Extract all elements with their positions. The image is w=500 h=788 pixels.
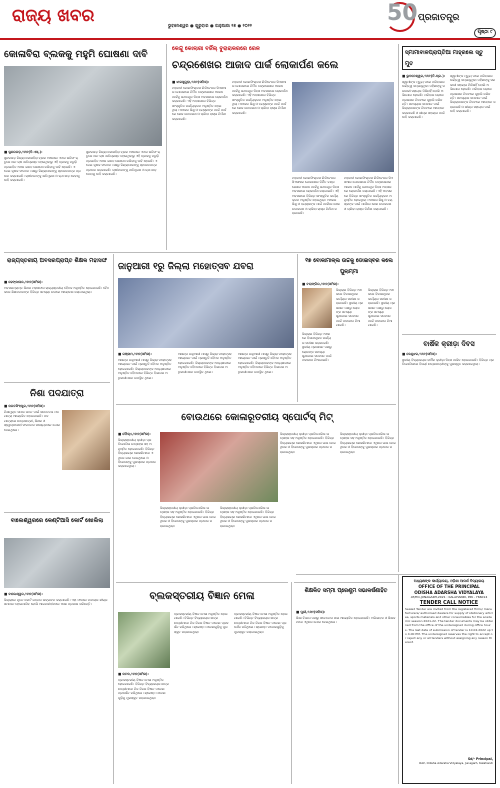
body-chandrasekhar-3: ମହାନଦୀ କୋଲଫିଲ୍ଡସ ଲିମିଟେଡର ସିଏସଆର ଯୋଜନାରେ ନିର୍ମିତ ଚନ୍ଦ୍ରଶେଖର ଆଜାଦ ପାର୍କକୁ ଗଣତନ୍ତ୍ର ଦିବସ ଅବସରରେ ଲୋକାର୍ପଣ କରାଯାଇଛି। ଏହି ଅବସରରେ ବିଭିନ୍ନ ସାଂସ୍କୃତିକ କାର୍ଯ୍ୟକ୍ରମ ଅନୁଷ୍ଠିତ ହୋଇଥିଲା। ଅଞ୍ଚଳର ଶିଶୁ ଓ ବୟସ୍କଙ୍କ ପାଇଁ ପାର୍କରେ ଖେଳ ଉପକରଣ ଓ ଚାଲିବା ରାସ୍ତା ନିର୍ମାଣ କରାଯାଇଛି।	[292, 176, 340, 216]
section-rule	[4, 382, 110, 383]
body-sports-5: ଜିଲ୍ଲାସ୍ତରୀୟ କ୍ରୀଡ଼ା ପ୍ରତିଯୋଗିତା ଉତ୍ସାହର ସହ ଅନୁଷ୍ଠିତ ହୋଇଯାଇଛି। ବିଭିନ୍ନ ବିଦ୍ୟାଳୟର ଖେଳାଳିମାନେ ଏଥିରେ ଭାଗ ନେଇଥିଲେ ଓ ବିଜେତାଙ୍କୁ ପୁରସ୍କାର ପ୍ରଦାନ କରାଯାଇଥିଲା।	[340, 432, 396, 454]
section-rule	[116, 582, 288, 583]
photo-chandrasekhar	[292, 82, 394, 172]
headline-sikhsa: ଶିକ୍ଷକିତ ସମ୍ମୀ ପ୍ରେଣ୍ଟ୍ମ ସଭାକର୍ଷଣାହିତ	[304, 588, 388, 594]
byline-sports: ■ ବୌଦ୍ଧ,୨୬ା୧(ସମିସ):	[118, 432, 151, 436]
body-janu-1: ଆସନ୍ତା ଜାନୁଆରୀ ମାସରୁ ଜିଲ୍ଲା ମହୋତ୍ସବ ଆୟୋଜନ ପାଇଁ ପ୍ରସ୍ତୁତି ବୈଠକ ଅନୁଷ୍ଠିତ ହୋଇଯାଇଛି। ଜିଲ୍ଲାପାଳଙ୍କ ଅଧ୍ୟକ୍ଷତାରେ ଅନୁଷ୍ଠିତ ବୈଠକରେ ବିଭିନ୍ନ ବିଭାଗର ଅଧିକାରୀମାନେ ଉପସ୍ଥିତ ଥିଲେ।	[118, 358, 172, 380]
body-kolabira-2: ସୁନ୍ଦରଗଡ଼ ଜିଲ୍ଲା କୋଳାବିରା ବ୍ଲକ ଅଞ୍ଚଳରେ ଏଥର ଖରିଫ ଋତୁରେ ଧାନ ଚାଷ କ୍ଷତିଗ୍ରସ୍ତ ହୋଇଥିବାରୁ ଏହି ବ୍ଲକକୁ ମରୁଡ଼ି ପ୍ରଭାବିତ ଅଞ୍ଚଳ ଭାବେ ଘୋଷଣା କରିବାକୁ ଦାବି ହୋଇଛି। ଏ ନେଇ କୃଷକ ସଂଗଠନ ପକ୍ଷରୁ ଜିଲ୍ଲାପାଳଙ୍କୁ ସ୍ମାରକପତ୍ର ପ୍ରଦାନ କରାଯାଇଛି। ଚାଷୀମାନଙ୍କୁ କ୍ଷତିପୂରଣ ଓ ଋଣ ଛାଡ଼ ଦେବାକୁ ଦାବି କରାଯାଇଛି।	[86, 150, 161, 177]
body-vigyan-1: ବ୍ଲକସ୍ତରୀୟ ବିଜ୍ଞାନ ମେଳା ଅନୁଷ୍ଠିତ ହୋଇଯାଇଛି। ବିଭିନ୍ନ ବିଦ୍ୟାଳୟର ଛାତ୍ରଛାତ୍ରୀମାନେ ନିଜ ନିଜର ବିଜ୍ଞାନ ମଡେଲ ପ୍ରଦର୍ଶନ କରିଥିଲେ। ଶ୍ରେଷ୍ଠ ମଡେଲଗୁଡ଼ିକୁ ପୁରସ୍କୃତ କରାଯାଇଥିଲା।	[118, 678, 169, 700]
column-rule	[166, 44, 167, 250]
headline-niswa: ନିଶା ପଦଯାତ୍ରା	[30, 389, 84, 399]
body-bolangir-2: ଜିଲ୍ଲାର ବିଭିନ୍ନ ଅଞ୍ଚଳରେ ବିକାଶମୂଳକ କାର୍ଯ୍ୟର ସମୀକ୍ଷା କରାଯାଇଛି। ସ୍ଥାନୀୟ ପ୍ରଶାସନ ପକ୍ଷରୁ ଲୋକଙ୍କ ସମସ୍ୟା ଶୁଣାଯାଇ ସମାଧାନ ପାଇଁ ପଦକ୍ଷେପ ନିଆଯାଇଛି।	[336, 288, 364, 328]
body-sports-2: ଜିଲ୍ଲାସ୍ତରୀୟ କ୍ରୀଡ଼ା ପ୍ରତିଯୋଗିତା ଉତ୍ସାହର ସହ ଅନୁଷ୍ଠିତ ହୋଇଯାଇଛି। ବିଭିନ୍ନ ବିଦ୍ୟାଳୟର ଖେଳାଳିମାନେ ଏଥିରେ ଭାଗ ନେଇଥିଲେ ଓ ବିଜେତାଙ୍କୁ ପୁରସ୍କାର ପ୍ରଦାନ କରାଯାଇଥିଲା।	[160, 506, 216, 528]
headline-sports: ବୋଉଥରେ କୋଳାରୂତରୀୟ ସ୍ପୋର୍ଟସ୍ ମିଟ୍	[181, 412, 333, 423]
section-rule	[116, 404, 396, 405]
photo-sports	[160, 432, 278, 502]
notice-title-odia: ଅଧ୍ୟକ୍ଷଙ୍କ କାର୍ଯ୍ୟାଳୟ, ଓଡ଼ିଶା ଆଦର୍ଶ ବିଦ୍ୟାଳୟ	[413, 579, 485, 583]
nayagarh-anchor	[296, 408, 297, 409]
notice-org: ODISHA ADARSHA VIDYALAYA	[414, 589, 484, 595]
byline-court: ■ ବାଲେଶ୍ୱର,୨୬ା୧(ସମିସ):	[4, 592, 43, 596]
column-rule	[113, 254, 114, 784]
body-smarak-1: ସ୍ୱାମୀଙ୍କ ମୃତ୍ୟୁ ପରେ ପରିବାରର ଦାୟିତ୍ୱ ସମ୍ଭାଳୁଥିବା ମହିଳାଙ୍କୁ ସରକାରୀ ସହାୟତା ମିଳିନାହିଁ ବୋଲି ଅଭିଯୋଗ ହୋଇଛି। ପରିବାର ଲୋକେ ପ୍ରଶାସନ ନିକଟରେ ଗୁହାରି କରିଛନ୍ତି। ସମସ୍ୟାର ସମାଧାନ ପାଇଁ ଜିଲ୍ଲାପାଳଙ୍କ ନିକଟରେ ଆବେଦନ କରାଯାଇଛି ଓ ଶୀଘ୍ର ସହାୟତା ପାଇଁ ଦାବି କରାଯାଇଛି।	[402, 80, 445, 120]
body-sports-3: ଜିଲ୍ଲାସ୍ତରୀୟ କ୍ରୀଡ଼ା ପ୍ରତିଯୋଗିତା ଉତ୍ସାହର ସହ ଅନୁଷ୍ଠିତ ହୋଇଯାଇଛି। ବିଭିନ୍ନ ବିଦ୍ୟାଳୟର ଖେଳାଳିମାନେ ଏଥିରେ ଭାଗ ନେଇଥିଲେ ଓ ବିଜେତାଙ୍କୁ ପୁରସ୍କାର ପ୍ରଦାନ କରାଯାଇଥିଲା।	[220, 506, 276, 528]
date-line: ଭୁବନେଶ୍ୱର ● ଗୁରୁବାର ● ଜାନୁଆରୀ ୨୭ ● ୨୦୨୨	[168, 23, 252, 28]
section-rule	[4, 512, 110, 513]
headline-court: ବାଲେଶ୍ୱରରେ କେଣ୍ଟିଆସି କୋର୍ଟ ଖୋଲିଲା	[10, 518, 104, 524]
section-rule	[296, 574, 496, 575]
body-court: ଜିଲ୍ଲାରେ ନୂତନ କୋର୍ଟ ଭବନର ଉଦ୍‌ଘାଟନ କରାଯାଇଛି। ଏହା ଫଳରେ ମାମଲାର ଶୀଘ୍ର ସମାଧାନ ହୋଇପାରିବ ବୋଲି ଆଇନଜୀବୀମାନେ ଆଶା ପ୍ରକାଶ କରିଛନ୍ତି।	[4, 598, 108, 607]
byline-barshika: ■ କେନ୍ଦୁଝର,୨୬ା୧(ସମିସ):	[402, 352, 438, 356]
body-chandrasekhar-4: ମହାନଦୀ କୋଲଫିଲ୍ଡସ ଲିମିଟେଡର ସିଏସଆର ଯୋଜନାରେ ନିର୍ମିତ ଚନ୍ଦ୍ରଶେଖର ଆଜାଦ ପାର୍କକୁ ଗଣତନ୍ତ୍ର ଦିବସ ଅବସରରେ ଲୋକାର୍ପଣ କରାଯାଇଛି। ଏହି ଅବସରରେ ବିଭିନ୍ନ ସାଂସ୍କୃତିକ କାର୍ଯ୍ୟକ୍ରମ ଅନୁଷ୍ଠିତ ହୋଇଥିଲା। ଅଞ୍ଚଳର ଶିଶୁ ଓ ବୟସ୍କଙ୍କ ପାଇଁ ପାର୍କରେ ଖେଳ ଉପକରଣ ଓ ଚାଲିବା ରାସ୍ତା ନିର୍ମାଣ କରାଯାଇଛି।	[344, 176, 393, 211]
photo-vigyan	[118, 612, 170, 668]
body-smarak-2: ସ୍ୱାମୀଙ୍କ ମୃତ୍ୟୁ ପରେ ପରିବାରର ଦାୟିତ୍ୱ ସମ୍ଭାଳୁଥିବା ମହିଳାଙ୍କୁ ସରକାରୀ ସହାୟତା ମିଳିନାହିଁ ବୋଲି ଅଭିଯୋଗ ହୋଇଛି। ପରିବାର ଲୋକେ ପ୍ରଶାସନ ନିକଟରେ ଗୁହାରି କରିଛନ୍ତି। ସମସ୍ୟାର ସମାଧାନ ପାଇଁ ଜିଲ୍ଲାପାଳଙ୍କ ନିକଟରେ ଆବେଦନ କରାଯାଇଛି ଓ ଶୀଘ୍ର ସହାୟତା ପାଇଁ ଦାବି କରାଯାଇଛି।	[450, 74, 496, 114]
notice-address: AT/PO-JUNAGARH,2021 : KALAHANDI, PIN - 766014	[410, 595, 488, 599]
column-rule	[297, 254, 298, 402]
headline-kolabira: କୋଳାବିରା ବ୍ଲକକୁ ମହୁମି ଘୋଷଣା ଦାବି	[4, 49, 148, 60]
body-barshika: ସ୍ଥାନୀୟ ବିଦ୍ୟାଳୟର ବାର୍ଷିକ କ୍ରୀଡ଼ା ଦିବସ ପାଳିତ ହୋଇଯାଇଛି। ବିଭିନ୍ନ ପ୍ରତିଯୋଗିତାରେ ବିଜୟୀ ଛାତ୍ରଛାତ୍ରୀଙ୍କୁ ପୁରସ୍କୃତ କରାଯାଇଥିଲା।	[402, 358, 494, 367]
body-sports-1: ଜିଲ୍ଲାସ୍ତରୀୟ କ୍ରୀଡ଼ା ପ୍ରତିଯୋଗିତା ଉତ୍ସାହର ସହ ଅନୁଷ୍ଠିତ ହୋଇଯାଇଛି। ବିଭିନ୍ନ ବିଦ୍ୟାଳୟର ଖେଳାଳିମାନେ ଏଥିରେ ଭାଗ ନେଇଥିଲେ ଓ ବିଜେତାଙ୍କୁ ପୁରସ୍କାର ପ୍ରଦାନ କରାଯାଇଥିଲା।	[118, 438, 156, 469]
photo-janu	[118, 278, 294, 348]
body-bolangir-3: ଜିଲ୍ଲାର ବିଭିନ୍ନ ଅଞ୍ଚଳରେ ବିକାଶମୂଳକ କାର୍ଯ୍ୟର ସମୀକ୍ଷା କରାଯାଇଛି। ସ୍ଥାନୀୟ ପ୍ରଶାସନ ପକ୍ଷରୁ ଲୋକଙ୍କ ସମସ୍ୟା ଶୁଣାଯାଇ ସମାଧାନ ପାଇଁ ପଦକ୍ଷେପ ନିଆଯାଇଛି।	[368, 288, 396, 328]
column-rule	[398, 574, 399, 784]
body-sports-4: ଜିଲ୍ଲାସ୍ତରୀୟ କ୍ରୀଡ଼ା ପ୍ରତିଯୋଗିତା ଉତ୍ସାହର ସହ ଅନୁଷ୍ଠିତ ହୋଇଯାଇଛି। ବିଭିନ୍ନ ବିଦ୍ୟାଳୟର ଖେଳାଳିମାନେ ଏଥିରେ ଭାଗ ନେଇଥିଲେ ଓ ବିଜେତାଙ୍କୁ ପୁରସ୍କାର ପ୍ରଦାନ କରାଯାଇଥିଲା।	[280, 432, 336, 454]
headline-vigyan: ବ୍ଲକସ୍ତରୀୟ ବିଜ୍ଞାନ ମେଳା	[149, 591, 255, 602]
byline-chandrasekhar: ■ ଝାରସୁଗୁଡ଼ା,୨୬ା୧(ସମିସ):	[172, 80, 210, 84]
section-title: ରାଜ୍ୟ ଖବର	[12, 6, 95, 26]
headline-bolangir: ୧୭ ବୋକାମାଳ୍ଲ ଉଚ୍ଚକୁ ଡୋଇସ୍ବର କଲେ ପୁଲାମ୍ମୀ	[305, 258, 393, 275]
byline-vigyan: ■ କଟକ,୨୬ା୧(ସମିସ):	[118, 672, 149, 676]
photo-niswa	[62, 410, 110, 470]
headline-janu: ଜାନୁଆରୀ ୧ରୁ ଜିଲ୍ଲା ମହୋତ୍ସବ ଯବରା	[118, 262, 254, 272]
column-rule	[398, 44, 399, 572]
byline-shikshak: ■ ଢେଙ୍କାନାଳ,୨୬ା୧(ସମିସ):	[4, 280, 43, 284]
photo-bolangir	[302, 288, 332, 328]
column-rule	[291, 582, 292, 784]
notice-heading: TENDER CALL NOTICE	[419, 600, 479, 606]
body-chandrasekhar-2: ମହାନଦୀ କୋଲଫିଲ୍ଡସ ଲିମିଟେଡର ସିଏସଆର ଯୋଜନାରେ ନିର୍ମିତ ଚନ୍ଦ୍ରଶେଖର ଆଜାଦ ପାର୍କକୁ ଗଣତନ୍ତ୍ର ଦିବସ ଅବସରରେ ଲୋକାର୍ପଣ କରାଯାଇଛି। ଏହି ଅବସରରେ ବିଭିନ୍ନ ସାଂସ୍କୃତିକ କାର୍ଯ୍ୟକ୍ରମ ଅନୁଷ୍ଠିତ ହୋଇଥିଲା। ଅଞ୍ଚଳର ଶିଶୁ ଓ ବୟସ୍କଙ୍କ ପାଇଁ ପାର୍କରେ ଖେଳ ଉପକରଣ ଓ ଚାଲିବା ରାସ୍ତା ନିର୍ମାଣ କରାଯାଇଛି।	[232, 80, 288, 115]
notice-sign-org: OAV, Odisha Adarsha Vidyalaya, Junagarh, Kalahandi	[419, 761, 493, 765]
body-vigyan-3: ବ୍ଲକସ୍ତରୀୟ ବିଜ୍ଞାନ ମେଳା ଅନୁଷ୍ଠିତ ହୋଇଯାଇଛି। ବିଭିନ୍ନ ବିଦ୍ୟାଳୟର ଛାତ୍ରଛାତ୍ରୀମାନେ ନିଜ ନିଜର ବିଜ୍ଞାନ ମଡେଲ ପ୍ରଦର୍ଶନ କରିଥିଲେ। ଶ୍ରେଷ୍ଠ ମଡେଲଗୁଡ଼ିକୁ ପୁରସ୍କୃତ କରାଯାଇଥିଲା।	[234, 612, 288, 634]
body-janu-2: ଆସନ୍ତା ଜାନୁଆରୀ ମାସରୁ ଜିଲ୍ଲା ମହୋତ୍ସବ ଆୟୋଜନ ପାଇଁ ପ୍ରସ୍ତୁତି ବୈଠକ ଅନୁଷ୍ଠିତ ହୋଇଯାଇଛି। ଜିଲ୍ଲାପାଳଙ୍କ ଅଧ୍ୟକ୍ଷତାରେ ଅନୁଷ୍ଠିତ ବୈଠକରେ ବିଭିନ୍ନ ବିଭାଗର ଅଧିକାରୀମାନେ ଉପସ୍ଥିତ ଥିଲେ।	[178, 352, 232, 374]
body-sikhsa: ଶିକ୍ଷା ବିଭାଗ ପକ୍ଷରୁ ସଚେତନତା ସଭା ଆୟୋଜିତ ହୋଇଯାଇଛି। ଅଭିଭାବକ ଓ ଶିକ୍ଷକମାନେ ଏଥିରେ ଯୋଗ ଦେଇଥିଲେ।	[296, 616, 396, 625]
body-bolangir-1: ଜିଲ୍ଲାର ବିଭିନ୍ନ ଅଞ୍ଚଳରେ ବିକାଶମୂଳକ କାର୍ଯ୍ୟର ସମୀକ୍ଷା କରାଯାଇଛି। ସ୍ଥାନୀୟ ପ୍ରଶାସନ ପକ୍ଷରୁ ଲୋକଙ୍କ ସମସ୍ୟା ଶୁଣାଯାଇ ସମାଧାନ ପାଇଁ ପଦକ୍ଷେପ ନିଆଯାଇଛି।	[302, 332, 332, 363]
headline-shikshak: ରାଜ୍ୟସ୍ତରୀୟ ଅବସରପ୍ରାପ୍ତ ଶିକ୍ଷକ ମହାସଙ୍ଘ	[7, 258, 107, 264]
notice-title-en: OFFICE OF THE PRINCIPAL	[418, 584, 480, 589]
headline-smarak: ସ୍ମାମୀବାଳପ୍ରାପ୍ତିଆ ମାହ୍ରଲେ ସ୍ତୁ ମୁତ	[402, 46, 496, 70]
headline-barshika: ବାର୍ଷିକ କ୍ରୀଡ଼ା ଦିବସ	[423, 340, 475, 348]
byline-niswa: ■ ଜଗତସିଂହପୁର,୨୬ା୧(ସମିସ):	[4, 404, 45, 408]
anniversary-logo: 50	[387, 1, 418, 26]
body-chandrasekhar-1: ମହାନଦୀ କୋଲଫିଲ୍ଡସ ଲିମିଟେଡର ସିଏସଆର ଯୋଜନାରେ ନିର୍ମିତ ଚନ୍ଦ୍ରଶେଖର ଆଜାଦ ପାର୍କକୁ ଗଣତନ୍ତ୍ର ଦିବସ ଅବସରରେ ଲୋକାର୍ପଣ କରାଯାଇଛି। ଏହି ଅବସରରେ ବିଭିନ୍ନ ସାଂସ୍କୃତିକ କାର୍ଯ୍ୟକ୍ରମ ଅନୁଷ୍ଠିତ ହୋଇଥିଲା। ଅଞ୍ଚଳର ଶିଶୁ ଓ ବୟସ୍କଙ୍କ ପାଇଁ ପାର୍କରେ ଖେଳ ଉପକରଣ ଓ ଚାଲିବା ରାସ୍ତା ନିର୍ମାଣ କରାଯାଇଛି।	[172, 86, 228, 121]
section-rule	[402, 334, 496, 335]
body-kolabira-1: ସୁନ୍ଦରଗଡ଼ ଜିଲ୍ଲା କୋଳାବିରା ବ୍ଲକ ଅଞ୍ଚଳରେ ଏଥର ଖରିଫ ଋତୁରେ ଧାନ ଚାଷ କ୍ଷତିଗ୍ରସ୍ତ ହୋଇଥିବାରୁ ଏହି ବ୍ଲକକୁ ମରୁଡ଼ି ପ୍ରଭାବିତ ଅଞ୍ଚଳ ଭାବେ ଘୋଷଣା କରିବାକୁ ଦାବି ହୋଇଛି। ଏ ନେଇ କୃଷକ ସଂଗଠନ ପକ୍ଷରୁ ଜିଲ୍ଲାପାଳଙ୍କୁ ସ୍ମାରକପତ୍ର ପ୍ରଦାନ କରାଯାଇଛି। ଚାଷୀମାନଙ୍କୁ କ୍ଷତିପୂରଣ ଓ ଋଣ ଛାଡ଼ ଦେବାକୁ ଦାବି କରାଯାଇଛି।	[4, 156, 81, 183]
body-shikshak: ଅବସରପ୍ରାପ୍ତ ଶିକ୍ଷକ ମହାସଙ୍ଘର ରାଜ୍ୟସ୍ତରୀୟ ବୈଠକ ଅନୁଷ୍ଠିତ ହୋଇଯାଇଛି। ବୈଠକରେ ଶିକ୍ଷକମାନଙ୍କ ବିଭିନ୍ନ ସମସ୍ୟା ଉପରେ ଆଲୋଚନା କରାଯାଇଥିଲା।	[4, 286, 109, 295]
section-rule	[4, 252, 396, 253]
notice-body: Sealed Tender are invited from the registered firms/ manufacturers/ authorised dealers for supply of stationery articles, sports materials and other consumables for the academic session 2021-22. The tender documents may be obtained from the office of the undersigned during office hours. The last date of submission of tender is 10.02.2022 up to 4.00 PM. The undersigned reserves the right to accept or reject any or all tenders without assigning any reason thereof.	[405, 606, 493, 645]
photo-kolabira	[4, 66, 162, 146]
notice-sign: Sd/- Principal,	[467, 756, 493, 761]
section-rule	[294, 582, 396, 583]
kicker-chandrasekhar: କେନ୍ଦୁ କୋଲାରୀ ବର୍ଜିଲ୍ ବୁରାରାକରରେ ରେଳ	[172, 46, 260, 52]
header-rule	[0, 38, 500, 40]
byline-kolabira: ■ ସୁନ୍ଦରଗଡ଼,୨୬ା୧(ବି.ଏସ୍.):	[4, 150, 43, 154]
byline-sikhsa: ■ ପୁରୀ,୨୬ା୧(ସମିସ):	[296, 610, 326, 614]
tender-notice	[402, 576, 496, 784]
headline-chandrasekhar: ଚନ୍ଦ୍ରଶେଖର ଆଜାଦ ପାର୍କ ଲୋକାର୍ପଣ କଲେ	[172, 60, 339, 71]
byline-bolangir: ■ ବଲାଙ୍ଗିର,୨୬ା୧(ସମିସ):	[302, 282, 339, 286]
masthead	[0, 0, 500, 42]
photo-court	[4, 538, 110, 588]
headline-nagar	[340, 424, 341, 425]
body-janu-3: ଆସନ୍ତା ଜାନୁଆରୀ ମାସରୁ ଜିଲ୍ଲା ମହୋତ୍ସବ ଆୟୋଜନ ପାଇଁ ପ୍ରସ୍ତୁତି ବୈଠକ ଅନୁଷ୍ଠିତ ହୋଇଯାଇଛି। ଜିଲ୍ଲାପାଳଙ୍କ ଅଧ୍ୟକ୍ଷତାରେ ଅନୁଷ୍ଠିତ ବୈଠକରେ ବିଭିନ୍ନ ବିଭାଗର ଅଧିକାରୀମାନେ ଉପସ୍ଥିତ ଥିଲେ।	[238, 352, 292, 374]
body-niswa: ନିଶାମୁକ୍ତ ସମାଜ ଗଠନ ପାଇଁ ସଚେତନତା ପଦଯାତ୍ରା ଆୟୋଜିତ ହୋଇଯାଇଛି। ପଦଯାତ୍ରାରେ ଛାତ୍ରଛାତ୍ରୀ, ଶିକ୍ଷକ ଓ ସ୍ୱେଚ୍ଛାସେବୀ ସଂଗଠନର ସଦସ୍ୟମାନେ ଯୋଗ ଦେଇଥିଲେ।	[4, 410, 60, 432]
newspaper-name: ପ୍ରଜାତନ୍ତ୍ର	[418, 13, 460, 23]
page-number-badge: ପୃଷ୍ଠା ୯	[474, 28, 496, 38]
byline-smarak: ■ ଭୁବନେଶ୍ୱର,୨୬ା୧(ନି.ପ୍ର.):	[402, 74, 446, 78]
body-vigyan-2: ବ୍ଲକସ୍ତରୀୟ ବିଜ୍ଞାନ ମେଳା ଅନୁଷ୍ଠିତ ହୋଇଯାଇଛି। ବିଭିନ୍ନ ବିଦ୍ୟାଳୟର ଛାତ୍ରଛାତ୍ରୀମାନେ ନିଜ ନିଜର ବିଜ୍ଞାନ ମଡେଲ ପ୍ରଦର୍ଶନ କରିଥିଲେ। ଶ୍ରେଷ୍ଠ ମଡେଲଗୁଡ଼ିକୁ ପୁରସ୍କୃତ କରାଯାଇଥିଲା।	[174, 612, 229, 634]
byline-janu: ■ ଗଞ୍ଜାମ,୨୬ା୧(ସମିସ):	[118, 352, 152, 356]
